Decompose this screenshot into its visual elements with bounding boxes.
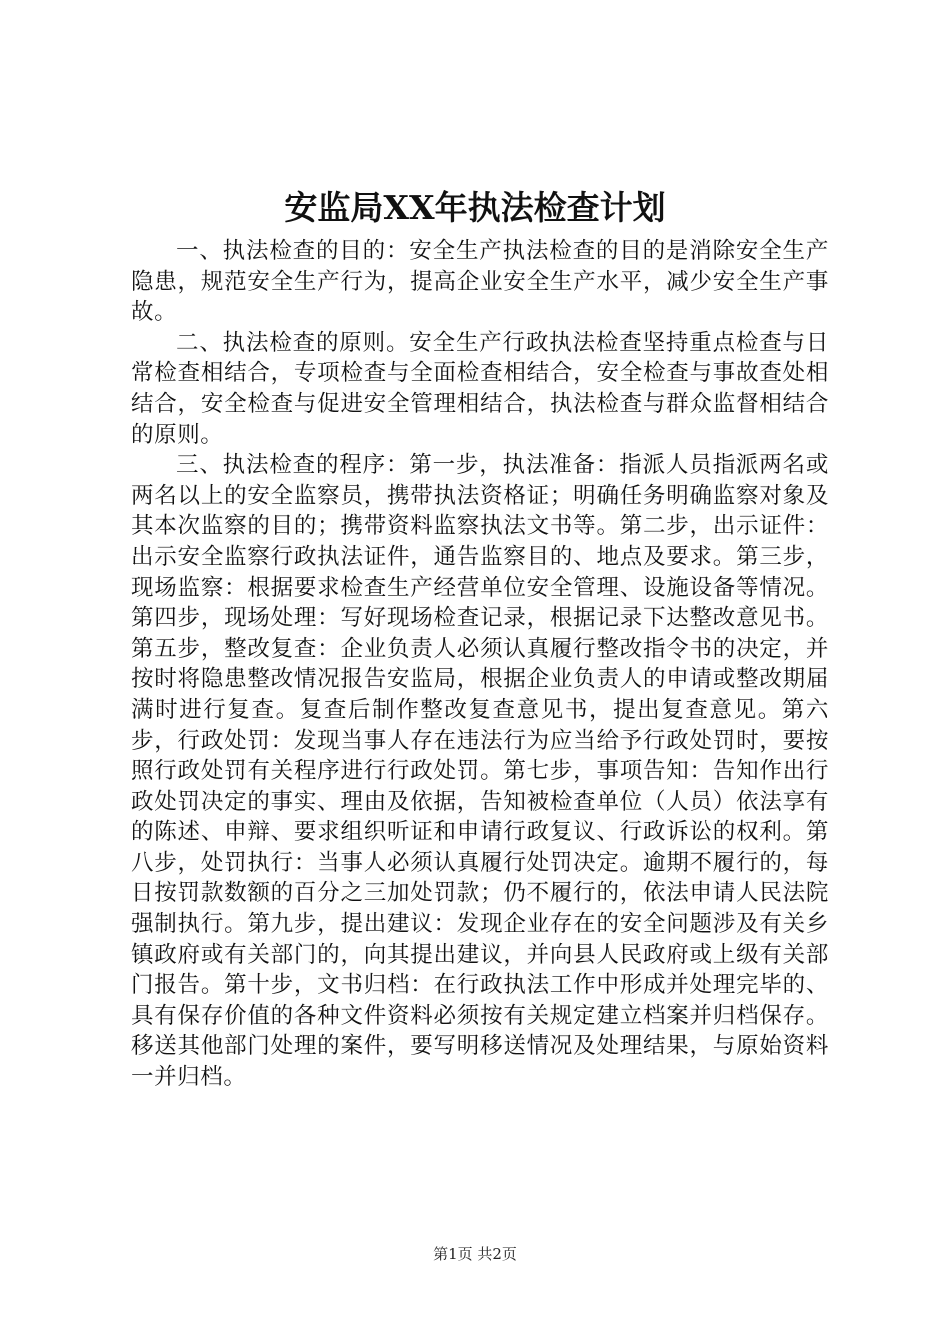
paragraph-purpose: 一、执法检查的目的：安全生产执法检查的目的是消除安全生产隐患，规范安全生产行为，提高企业安全生产水平，减少安全生产事故。: [131, 238, 829, 326]
paragraph-principles: 二、执法检查的原则。安全生产行政执法检查坚持重点检查与日常检查相结合，专项检查与全面检查相结合，安全检查与事故查处相结合，安全检查与促进安全管理相结合，执法检查与群众监督相结合的原则。: [131, 329, 829, 448]
document-title: 安监局XX年执法检查计划: [284, 188, 666, 227]
document-body: [131, 236, 829, 1093]
paragraph-procedure: 三、执法检查的程序：第一步，执法准备：指派人员指派两名或两名以上的安全监察员，携带执法资格证；明确任务明确监察对象及其本次监察的目的；携带资料监察执法文书等。第二步，出示证件：出示安全监察行政执法证件，通告监察目的、地点及要求。第三步，现场监察：根据要求检查生产经营单位安全管理、设施设备等情况。第四步，现场处理：写好现场检查记录，根据记录下达整改意见书。第五步，整改复查：企业负责人必须认真履行整改指令书的决定，并按时将隐患整改情况报告安监局，根据企业负责人的申请或整改期届满时进行复查。复查后制作整改复查意见书，提出复查意见。第六步，行政处罚：发现当事人存在违法行为应当给予行政处罚时，要按照行政处罚有关程序进行行政处罚。第七步，事项告知：告知作出行政处罚决定的事实、理由及依据，告知被检查单位（人员）依法享有的陈述、申辩、要求组织听证和申请行政复议、行政诉讼的权利。第八步，处罚执行：当事人必须认真履行处罚决定。逾期不履行的，每日按罚款数额的百分之三加处罚款；仍不履行的，依法申请人民法院强制执行。第九步，提出建议：发现企业存在的安全问题涉及有关乡镇政府或有关部门的，向其提出建议，并向县人民政府或上级有关部门报告。第十步，文书归档：在行政执法工作中形成并处理完毕的、具有保存价值的各种文件资料必须按有关规定建立档案并归档保存。移送其他部门处理的案件，要写明移送情况及处理结果，与原始资料一并归档。: [131, 452, 829, 1091]
page-footer: 第1页 共2页: [433, 1245, 517, 1263]
